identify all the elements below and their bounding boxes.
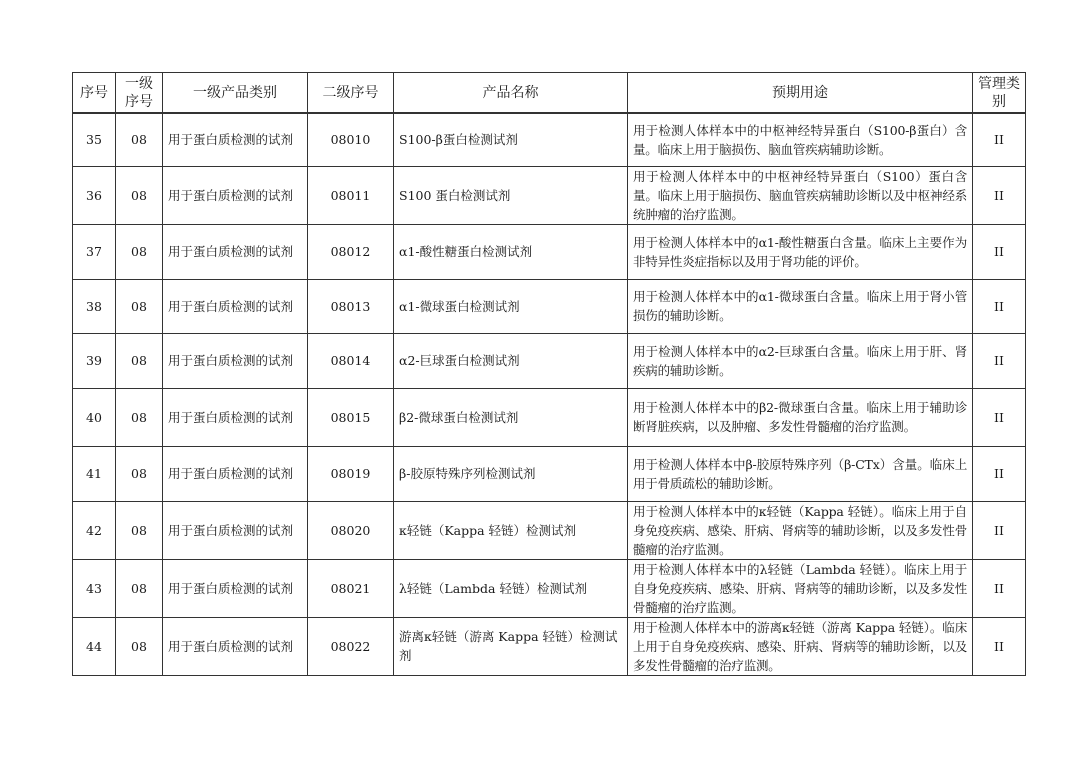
header-intended-use: 预期用途 <box>628 73 973 114</box>
row-seq: 41 <box>73 446 116 501</box>
row-seq: 38 <box>73 279 116 333</box>
header-l1-category: 一级产品类别 <box>163 73 308 114</box>
row-seq: 42 <box>73 501 116 559</box>
table-row <box>73 224 1026 279</box>
row-intended-use: 用于检测人体样本中的α1-酸性糖蛋白含量。临床上主要作为非特异性炎症指标以及用于肾功能的评价。 <box>628 224 973 279</box>
row-l2-seq: 08020 <box>308 501 394 559</box>
reagent-catalog-table <box>72 72 1026 676</box>
row-l1-seq: 08 <box>116 166 163 224</box>
row-product-name: S100-β蛋白检测试剂 <box>394 113 628 166</box>
row-intended-use: 用于检测人体样本中的κ轻链（Kappa 轻链）。临床上用于自身免疫疾病、感染、肝病、肾病等的辅助诊断，以及多发性骨髓瘤的治疗监测。 <box>628 501 973 559</box>
row-intended-use: 用于检测人体样本中β-胶原特殊序列（β-CTx）含量。临床上用于骨质疏松的辅助诊断。 <box>628 446 973 501</box>
row-l1-category: 用于蛋白质检测的试剂 <box>163 617 308 675</box>
row-product-name: β-胶原特殊序列检测试剂 <box>394 446 628 501</box>
row-product-name: κ轻链（Kappa 轻链）检测试剂 <box>394 501 628 559</box>
row-mgmt-class: II <box>973 617 1026 675</box>
row-seq: 43 <box>73 559 116 617</box>
row-l1-category: 用于蛋白质检测的试剂 <box>163 559 308 617</box>
row-l2-seq: 08022 <box>308 617 394 675</box>
table-row <box>73 166 1026 224</box>
table-row <box>73 388 1026 446</box>
row-l2-seq: 08019 <box>308 446 394 501</box>
row-product-name: α1-酸性糖蛋白检测试剂 <box>394 224 628 279</box>
table-row <box>73 279 1026 333</box>
row-seq: 40 <box>73 388 116 446</box>
row-mgmt-class: II <box>973 279 1026 333</box>
row-product-name: α2-巨球蛋白检测试剂 <box>394 333 628 388</box>
row-l2-seq: 08011 <box>308 166 394 224</box>
row-intended-use: 用于检测人体样本中的α2-巨球蛋白含量。临床上用于肝、肾疾病的辅助诊断。 <box>628 333 973 388</box>
row-intended-use: 用于检测人体样本中的β2-微球蛋白含量。临床上用于辅助诊断肾脏疾病，以及肿瘤、多发性骨髓瘤的治疗监测。 <box>628 388 973 446</box>
row-mgmt-class: II <box>973 333 1026 388</box>
row-l1-seq: 08 <box>116 224 163 279</box>
header-product-name: 产品名称 <box>394 73 628 114</box>
row-mgmt-class: II <box>973 113 1026 166</box>
row-intended-use: 用于检测人体样本中的中枢神经特异蛋白（S100-β蛋白）含量。临床上用于脑损伤、脑血管疾病辅助诊断。 <box>628 113 973 166</box>
row-l1-seq: 08 <box>116 388 163 446</box>
table-row <box>73 446 1026 501</box>
row-seq: 37 <box>73 224 116 279</box>
row-product-name: β2-微球蛋白检测试剂 <box>394 388 628 446</box>
row-l1-seq: 08 <box>116 113 163 166</box>
row-l1-category: 用于蛋白质检测的试剂 <box>163 224 308 279</box>
row-l1-category: 用于蛋白质检测的试剂 <box>163 113 308 166</box>
row-intended-use: 用于检测人体样本中的游离κ轻链（游离 Kappa 轻链）。临床上用于自身免疫疾病、感染、肝病、肾病等的辅助诊断，以及多发性骨髓瘤的治疗监测。 <box>628 617 973 675</box>
row-l1-category: 用于蛋白质检测的试剂 <box>163 333 308 388</box>
row-l2-seq: 08021 <box>308 559 394 617</box>
table-header-row <box>73 73 1026 114</box>
table-row <box>73 333 1026 388</box>
row-product-name: λ轻链（Lambda 轻链）检测试剂 <box>394 559 628 617</box>
row-mgmt-class: II <box>973 446 1026 501</box>
row-intended-use: 用于检测人体样本中的中枢神经特异蛋白（S100）蛋白含量。临床上用于脑损伤、脑血管疾病辅助诊断以及中枢神经系统肿瘤的治疗监测。 <box>628 166 973 224</box>
row-seq: 39 <box>73 333 116 388</box>
row-l1-seq: 08 <box>116 617 163 675</box>
header-l1-seq: 一级序号 <box>116 73 163 114</box>
row-product-name: 游离κ轻链（游离 Kappa 轻链）检测试剂 <box>394 617 628 675</box>
row-l1-category: 用于蛋白质检测的试剂 <box>163 166 308 224</box>
row-l1-category: 用于蛋白质检测的试剂 <box>163 446 308 501</box>
row-l1-category: 用于蛋白质检测的试剂 <box>163 388 308 446</box>
row-l1-seq: 08 <box>116 333 163 388</box>
row-seq: 35 <box>73 113 116 166</box>
table-row <box>73 113 1026 166</box>
row-product-name: S100 蛋白检测试剂 <box>394 166 628 224</box>
row-l1-seq: 08 <box>116 501 163 559</box>
row-seq: 36 <box>73 166 116 224</box>
row-intended-use: 用于检测人体样本中的λ轻链（Lambda 轻链）。临床上用于自身免疫疾病、感染、肝病、肾病等的辅助诊断，以及多发性骨髓瘤的治疗监测。 <box>628 559 973 617</box>
row-seq: 44 <box>73 617 116 675</box>
row-l1-category: 用于蛋白质检测的试剂 <box>163 279 308 333</box>
row-l1-seq: 08 <box>116 446 163 501</box>
row-product-name: α1-微球蛋白检测试剂 <box>394 279 628 333</box>
table-row <box>73 501 1026 559</box>
header-mgmt-class: 管理类别 <box>973 73 1026 114</box>
row-intended-use: 用于检测人体样本中的α1-微球蛋白含量。临床上用于肾小管损伤的辅助诊断。 <box>628 279 973 333</box>
row-l2-seq: 08015 <box>308 388 394 446</box>
table-row <box>73 617 1026 675</box>
row-l2-seq: 08010 <box>308 113 394 166</box>
header-seq: 序号 <box>73 73 116 114</box>
header-l2-seq: 二级序号 <box>308 73 394 114</box>
row-mgmt-class: II <box>973 559 1026 617</box>
row-l1-category: 用于蛋白质检测的试剂 <box>163 501 308 559</box>
table-row <box>73 559 1026 617</box>
row-l1-seq: 08 <box>116 559 163 617</box>
row-l1-seq: 08 <box>116 279 163 333</box>
row-l2-seq: 08014 <box>308 333 394 388</box>
row-l2-seq: 08012 <box>308 224 394 279</box>
row-mgmt-class: II <box>973 501 1026 559</box>
row-mgmt-class: II <box>973 224 1026 279</box>
row-mgmt-class: II <box>973 166 1026 224</box>
row-l2-seq: 08013 <box>308 279 394 333</box>
row-mgmt-class: II <box>973 388 1026 446</box>
